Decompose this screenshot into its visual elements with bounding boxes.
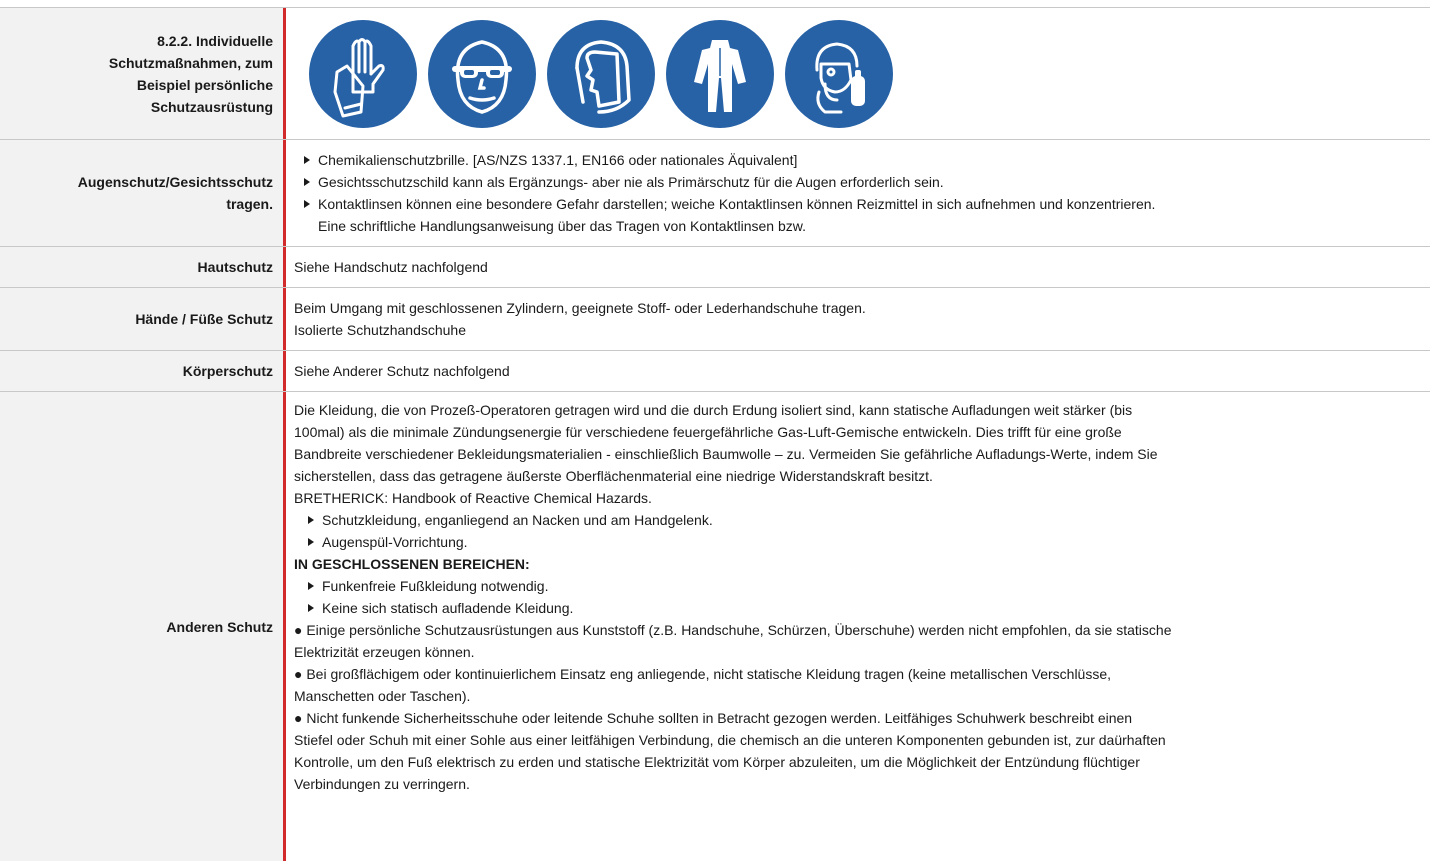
paragraph-line: 100mal) als die minimale Zündungsenergie für verschiedene feuergefährliche Gas-Luft-Gemische entwickeln. Dies trifft für eine große bbox=[294, 424, 1122, 440]
gloves-icon bbox=[309, 20, 417, 128]
eye-protection-row bbox=[0, 140, 1430, 247]
paragraph-line: sicherstellen, dass das getragene äußerste Oberflächenmaterial eine niedrige Widerstandskraft besitzt. bbox=[294, 468, 933, 484]
skin-protection-row bbox=[0, 247, 1430, 288]
dot-item-line: ● Einige persönliche Schutzausrüstungen aus Kunststoff (z.B. Handschuhe, Schürzen, Überschuhe) werden nicht empfohlen, da sie statische bbox=[294, 622, 1172, 638]
list-item: Funkenfreie Fußkleidung notwendig. bbox=[298, 575, 1420, 597]
dot-item-line: ● Nicht funkende Sicherheitsschuhe oder leitende Schuhe sollten in Betracht gezogen werden. Leitfähiges Schuhwerk beschreibt einen bbox=[294, 710, 1133, 726]
eye-label-line: tragen. bbox=[226, 196, 273, 212]
body-protection-label: Körperschutz bbox=[0, 351, 286, 391]
list-item: Keine sich statisch aufladende Kleidung. bbox=[298, 597, 1420, 619]
dot-item-line: Verbindungen zu verringern. bbox=[294, 776, 470, 792]
other-protection-label: Anderen Schutz bbox=[0, 392, 286, 861]
reference: BRETHERICK: Handbook of Reactive Chemical Hazards. bbox=[294, 490, 652, 506]
section-title-line: Beispiel persönliche bbox=[136, 76, 273, 93]
safety-goggles-icon bbox=[428, 20, 536, 128]
skin-protection-label: Hautschutz bbox=[0, 247, 286, 287]
other-paragraph bbox=[294, 399, 1420, 487]
section-title bbox=[0, 8, 286, 139]
hand-protection-line: Isolierte Schutzhandschuhe bbox=[294, 322, 466, 338]
section-title-line: Schutzausrüstung bbox=[150, 98, 273, 115]
paragraph-line: Bandbreite verschiedener Bekleidungsmaterialien - einschließlich Baumwolle – zu. Vermeiden Sie gefährliche Aufladungs-Werte, indem Sie bbox=[294, 446, 1158, 462]
face-shield-icon bbox=[547, 20, 655, 128]
section-title-line: 8.2.2. Individuelle bbox=[157, 32, 273, 49]
dot-item bbox=[294, 619, 1420, 663]
list-item-line: Kontaktlinsen können eine besondere Gefahr darstellen; weiche Kontaktlinsen können Reizmittel in sich aufnehmen und konzentrieren. bbox=[318, 196, 1156, 212]
list-item-line: Eine schriftliche Handlungsanweisung über das Tragen von Kontaktlinsen bzw. bbox=[318, 218, 806, 234]
list-item bbox=[294, 193, 1420, 237]
section-title-line: Schutzmaßnahmen, zum bbox=[108, 54, 273, 71]
section-header-row bbox=[0, 7, 1430, 140]
eye-protection-content bbox=[286, 140, 1430, 246]
skin-protection-text: Siehe Handschutz nachfolgend bbox=[294, 259, 488, 275]
list-item: Gesichtsschutzschild kann als Ergänzungs- aber nie als Primärschutz für die Augen erforderlich sein. bbox=[294, 171, 1420, 193]
ppe-table bbox=[0, 7, 1430, 864]
dot-item bbox=[294, 663, 1420, 707]
eye-protection-label bbox=[0, 140, 286, 246]
dot-item bbox=[294, 707, 1420, 795]
list-item: Augenspül-Vorrichtung. bbox=[298, 531, 1420, 553]
protective-suit-icon bbox=[666, 20, 774, 128]
hand-protection-row bbox=[0, 288, 1430, 351]
dot-item-line: Stiefel oder Schuh mit einer Sohle aus einer leitfähigen Verbindung, die chemisch an die unteren Komponenten gebunden ist, zur daürhaften bbox=[294, 732, 1166, 748]
list-item: Chemikalienschutzbrille. [AS/NZS 1337.1, EN166 oder nationales Äquivalent] bbox=[294, 149, 1420, 171]
ppe-icons-cell bbox=[286, 8, 1430, 139]
hand-protection-label: Hände / Füße Schutz bbox=[0, 288, 286, 350]
respirator-icon bbox=[785, 20, 893, 128]
eye-label-line: Augenschutz/Gesichtsschutz bbox=[77, 174, 273, 190]
hand-protection-line: Beim Umgang mit geschlossenen Zylindern, geeignete Stoff- oder Lederhandschuhe tragen. bbox=[294, 300, 866, 316]
dot-item-line: ● Bei großflächigem oder kontinuierlichem Einsatz eng anliegende, nicht statische Kleidung tragen (keine metallischen Verschlüsse, bbox=[294, 666, 1112, 682]
dot-item-line: Kontrolle, um den Fuß elektrisch zu erden und statische Elektrizität vom Körper abzuleiten, um die Möglichkeit der Entzündung flüchtiger bbox=[294, 754, 1140, 770]
dot-item-line: Elektrizität erzeugen können. bbox=[294, 644, 475, 660]
list-item: Schutzkleidung, enganliegend an Nacken und am Handgelenk. bbox=[298, 509, 1420, 531]
body-protection-row bbox=[0, 351, 1430, 392]
paragraph-line: Die Kleidung, die von Prozeß-Operatoren getragen wird und die durch Erdung isoliert sind, kann statische Aufladungen weit stärker (bis bbox=[294, 402, 1133, 418]
other-protection-row bbox=[0, 392, 1430, 861]
enclosed-areas-heading: IN GESCHLOSSENEN BEREICHEN: bbox=[294, 556, 530, 572]
hand-protection-content bbox=[286, 288, 1430, 350]
other-protection-content bbox=[286, 392, 1430, 861]
ppe-icons bbox=[309, 20, 1420, 128]
dot-item-line: Manschetten oder Taschen). bbox=[294, 688, 471, 704]
body-protection-text: Siehe Anderer Schutz nachfolgend bbox=[294, 363, 510, 379]
